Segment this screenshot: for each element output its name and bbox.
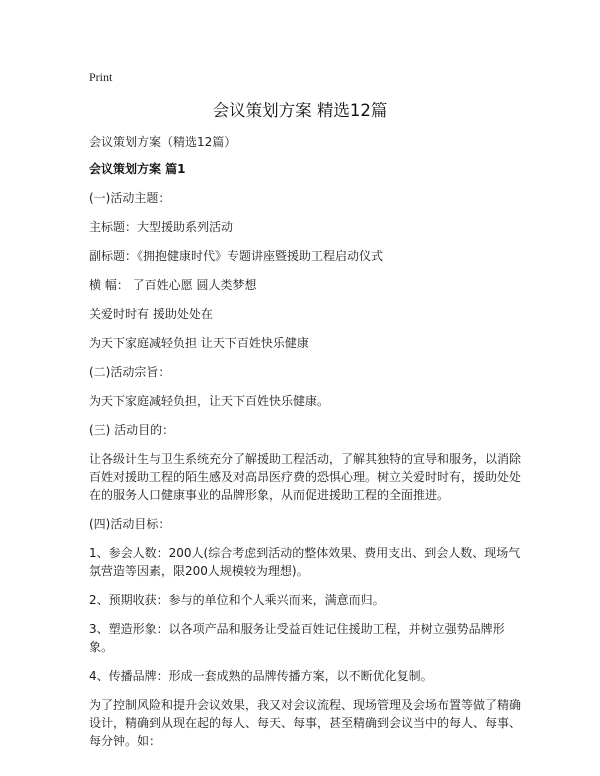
paragraph-activity-goal: 让各级计生与卫生系统充分了解援助工程活动，了解其独特的宣导和服务，以消除百姓对援助工程的陌生感及对高昂医疗费的恐惧心理。树立关爱时时有，援助处处在的服务人口健康事业的品牌形象，从而促进援助工程的全面推进。 [89, 452, 522, 502]
paragraph-main-title: 主标题：大型援助系列活动 [89, 220, 234, 234]
section-heading: 会议策划方案 篇1 [89, 162, 186, 176]
paragraph-banner: 横 幅： 了百姓心愿 圆人类梦想 [89, 278, 257, 292]
paragraph-activity-purpose: 为天下家庭减轻负担，让天下百姓快乐健康。 [89, 394, 330, 408]
paragraph-target-brand: 4、传播品牌：形成一套成熟的品牌传播方案，以不断优化复制。 [89, 669, 433, 683]
paragraph-activity-theme-heading: (一)活动主题： [89, 191, 171, 205]
document-body [89, 160, 521, 761]
paragraph-slogan-2: 为天下家庭减轻负担 让天下百姓快乐健康 [89, 336, 309, 350]
document-subtitle: 会议策划方案（精选12篇） [89, 135, 237, 149]
paragraph-risk-control: 为了控制风险和提升会议效果，我又对会议流程、现场管理及会场布置等做了精确设计，精确到从现在起的每人、每天、每事，甚至精确到会议当中的每人、每事、每分钟。如： [89, 698, 522, 748]
paragraph-target-image: 3、塑造形象：以各项产品和服务让受益百姓记住援助工程，并树立强势品牌形象。 [89, 622, 505, 654]
paragraph-target-expected-gain: 2、预期收获：参与的单位和个人乘兴而来，满意而归。 [89, 593, 385, 607]
paragraph-activity-target-heading: (四)活动目标： [89, 517, 171, 531]
paragraph-slogan-1: 关爱时时有 援助处处在 [89, 307, 213, 321]
document-title: 会议策划方案 精选12篇 [212, 101, 388, 120]
print-label[interactable]: Print [89, 70, 113, 84]
paragraph-activity-purpose-heading: (二)活动宗旨： [89, 365, 171, 379]
paragraph-sub-title: 副标题：《拥抱健康时代》专题讲座暨援助工程启动仪式 [89, 249, 384, 263]
paragraph-target-attendance: 1、参会人数：200人(综合考虑到活动的整体效果、费用支出、到会人数、现场气氛营造等因素，限200人规模较为理想)。 [89, 546, 521, 578]
paragraph-activity-goal-heading: (三) 活动目的： [89, 423, 175, 437]
